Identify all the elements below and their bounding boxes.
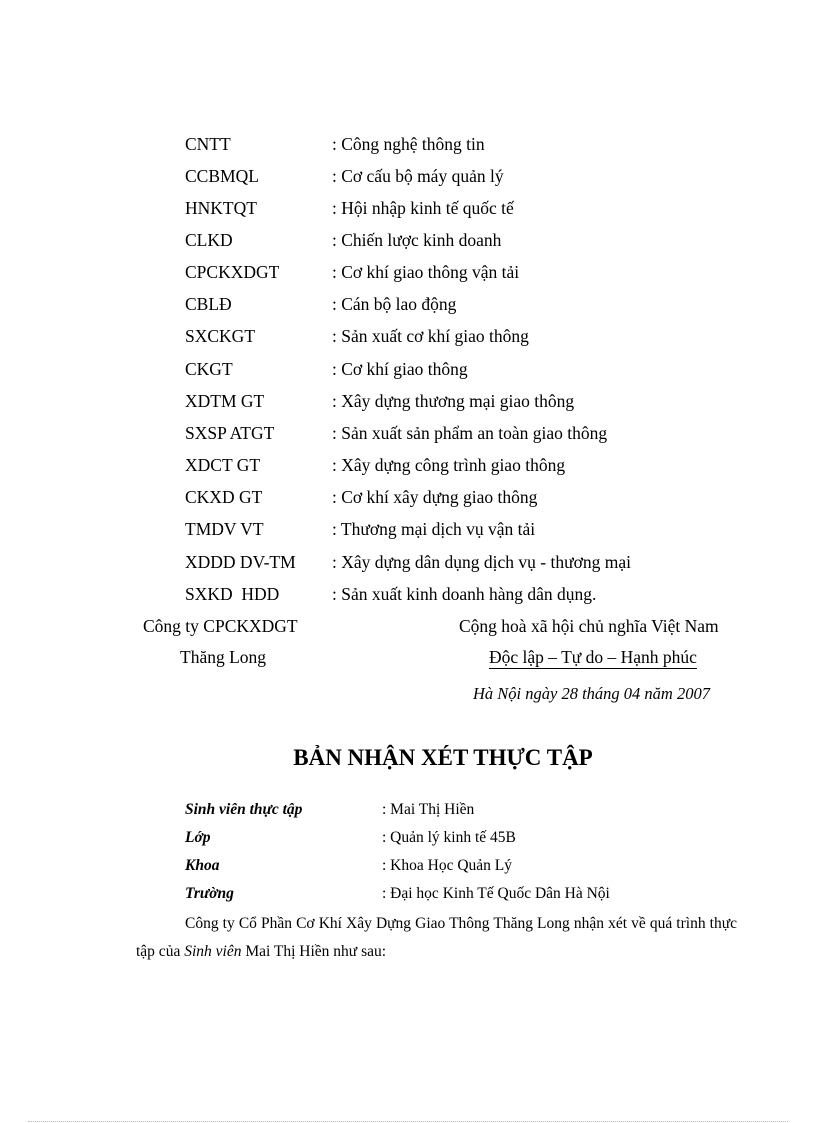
abbreviation-code: CBLĐ — [185, 294, 232, 314]
paragraph-emphasis: Sinh viên — [184, 943, 242, 960]
company-name-line2: Thăng Long — [180, 647, 267, 667]
abbreviation-code: CCBMQL — [185, 166, 259, 186]
company-name: Công ty CPCKXDGT — [143, 616, 298, 636]
paragraph-text-end: Mai Thị Hiền như sau: — [241, 943, 387, 960]
info-value: : Khoa Học Quản Lý — [382, 857, 512, 874]
abbreviation-description: : Cán bộ lao động — [332, 294, 457, 314]
info-label: Lớp — [185, 829, 211, 846]
info-label: Khoa — [185, 857, 220, 874]
info-label: Trường — [185, 885, 234, 902]
body-paragraph — [136, 910, 737, 966]
abbreviation-code: CKGT — [185, 359, 233, 379]
abbreviation-description: : Cơ khí xây dựng giao thông — [332, 487, 538, 507]
abbreviation-description: : Sản xuất cơ khí giao thông — [332, 326, 529, 346]
abbreviation-description: : Cơ khí giao thông vận tải — [332, 262, 520, 282]
abbreviation-code: SXKD HDD — [185, 584, 280, 604]
abbreviation-description: : Sản xuất sản phẩm an toàn giao thông — [332, 423, 608, 443]
national-motto-text: Độc lập – Tự do – Hạnh phúc — [489, 647, 697, 667]
abbreviation-description: : Sản xuất kinh doanh hàng dân dụng. — [332, 584, 597, 604]
info-value: : Đại học Kinh Tế Quốc Dân Hà Nội — [382, 885, 610, 902]
national-motto — [489, 646, 697, 668]
abbreviation-description: : Xây dựng công trình giao thông — [332, 455, 566, 475]
abbreviation-code: XDCT GT — [185, 455, 261, 475]
page-bottom-divider — [28, 1121, 788, 1122]
abbreviation-code: SXCKGT — [185, 326, 256, 346]
document-title: BẢN NHẬN XÉT THỰC TẬP — [293, 745, 593, 770]
abbreviation-code: HNKTQT — [185, 198, 257, 218]
abbreviation-description: : Cơ khí giao thông — [332, 359, 468, 379]
abbreviation-code: XDTM GT — [185, 391, 265, 411]
abbreviation-code: SXSP ATGT — [185, 423, 275, 443]
abbreviation-code: CKXD GT — [185, 487, 263, 507]
paragraph-text: Công ty Cổ Phần Cơ Khí Xây Dựng Giao Thông Thăng Long nhận xét về quá trình thực tập của — [136, 915, 737, 960]
abbreviation-description: : Công nghệ thông tin — [332, 134, 485, 154]
abbreviation-description: : Xây dựng thương mại giao thông — [332, 391, 575, 411]
abbreviation-code: TMDV VT — [185, 519, 264, 539]
abbreviation-description: : Xây dựng dân dụng dịch vụ - thương mại — [332, 552, 631, 572]
document-date: Hà Nội ngày 28 tháng 04 năm 2007 — [473, 684, 710, 703]
abbreviation-description: : Hội nhập kinh tế quốc tế — [332, 198, 514, 218]
info-value: : Quản lý kinh tế 45B — [382, 829, 516, 846]
abbreviation-description: : Thương mại dịch vụ vận tải — [332, 519, 536, 539]
info-value: : Mai Thị Hiền — [382, 801, 475, 818]
abbreviation-code: XDDD DV-TM — [185, 552, 296, 572]
info-label: Sinh viên thực tập — [185, 801, 303, 818]
abbreviation-description: : Chiến lược kinh doanh — [332, 230, 502, 250]
abbreviation-code: CLKD — [185, 230, 233, 250]
national-title: Cộng hoà xã hội chủ nghĩa Việt Nam — [459, 616, 719, 636]
abbreviation-description: : Cơ cấu bộ máy quản lý — [332, 166, 504, 186]
abbreviation-code: CNTT — [185, 134, 231, 154]
abbreviation-code: CPCKXDGT — [185, 262, 280, 282]
